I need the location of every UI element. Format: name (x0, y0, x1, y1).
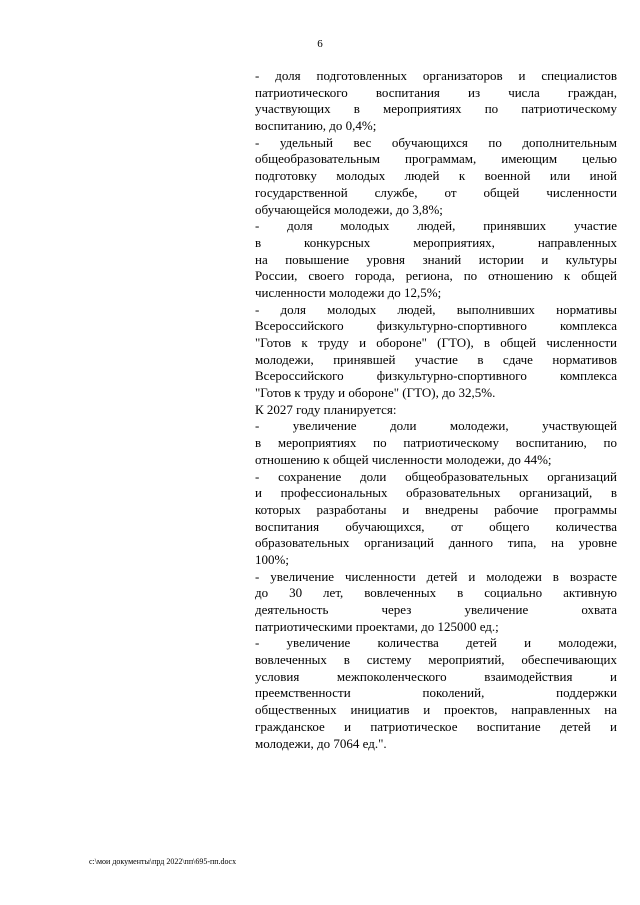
text-line: деятельность через увеличение охвата (255, 602, 617, 617)
text-line: 100%; (255, 551, 289, 567)
text-line: на повышение уровня знаний истории и культуры (255, 251, 617, 267)
text-line: подготовку молодых людей к военной или иной (255, 168, 617, 184)
document-body (255, 68, 617, 752)
text-line: обучающейся молодежи, до 3,8%; (255, 201, 443, 217)
text-line: в конкурсных мероприятиях, направленных (255, 234, 617, 250)
text-line: и профессиональных образовательных организаций, в (255, 485, 617, 501)
text-line: - удельный вес обучающихся по дополнительным (255, 134, 617, 150)
text-line: - сохранение доли общеобразовательных организаций (255, 468, 617, 484)
footer-file-path: c:\мои документы\прд 2022\пп\695-пп.docx (89, 857, 237, 866)
text-line: государственной службе, от общей численности (255, 184, 617, 200)
text-line: "Готов к труду и обороне" (ГТО), в общей численности (255, 335, 617, 350)
text-line: образовательных организаций данного типа, на уровне (255, 535, 617, 551)
text-line: численности молодежи до 12,5%; (255, 284, 442, 300)
text-line: - доля молодых людей, принявших участие (255, 218, 617, 234)
text-line: воспитанию, до 0,4%; (255, 118, 377, 134)
text-line: до 30 лет, вовлеченных в социально активную (255, 585, 617, 601)
text-line: молодежи, до 7064 ед.". (255, 735, 387, 751)
text-line: молодежи, принявшей участие в сдаче нормативов (255, 351, 617, 367)
text-line: - доля подготовленных организаторов и специалистов (255, 68, 617, 83)
text-line: в мероприятиях по патриотическому воспитанию, по (255, 435, 617, 451)
text-line: патриотического воспитания из числа граждан, (255, 84, 617, 100)
text-line: - увеличение численности детей и молодежи в возрасте (255, 568, 617, 584)
text-line: общеобразовательным программам, имеющим целью (255, 151, 617, 167)
text-line: "Готов к труду и обороне" (ГТО), до 32,5%. (255, 385, 496, 401)
text-line: воспитания обучающихся, от общего количества (255, 518, 617, 534)
text-line: - увеличение количества детей и молодежи, (255, 635, 617, 651)
text-line: гражданское и патриотическое воспитание детей и (255, 718, 617, 734)
text-line: вовлеченных в систему мероприятий, обеспечивающих (255, 652, 617, 668)
page-number: 6 (317, 38, 323, 50)
text-line: преемственности поколений, поддержки (255, 685, 617, 701)
text-line: патриотическими проектами, до 125000 ед.; (255, 618, 499, 634)
text-line: России, своего города, региона, по отношению к общей (255, 268, 617, 284)
text-line: отношению к общей численности молодежи, до 44%; (255, 451, 552, 467)
text-line: - доля молодых людей, выполнивших нормативы (255, 301, 617, 317)
text-line: К 2027 году планируется: (255, 401, 397, 417)
text-line: - увеличение доли молодежи, участвующей (255, 418, 617, 434)
text-line: участвующих в мероприятиях по патриотическому (255, 101, 617, 117)
text-line: Всероссийского физкультурно-спортивного комплекса (255, 368, 617, 384)
text-line: условия межпоколенческого взаимодействия и (255, 668, 617, 684)
text-line: которых разработаны и внедрены рабочие программы (255, 501, 617, 517)
text-line: Всероссийского физкультурно-спортивного комплекса (255, 318, 617, 334)
text-line: общественных инициатив и проектов, направленных на (255, 702, 617, 718)
